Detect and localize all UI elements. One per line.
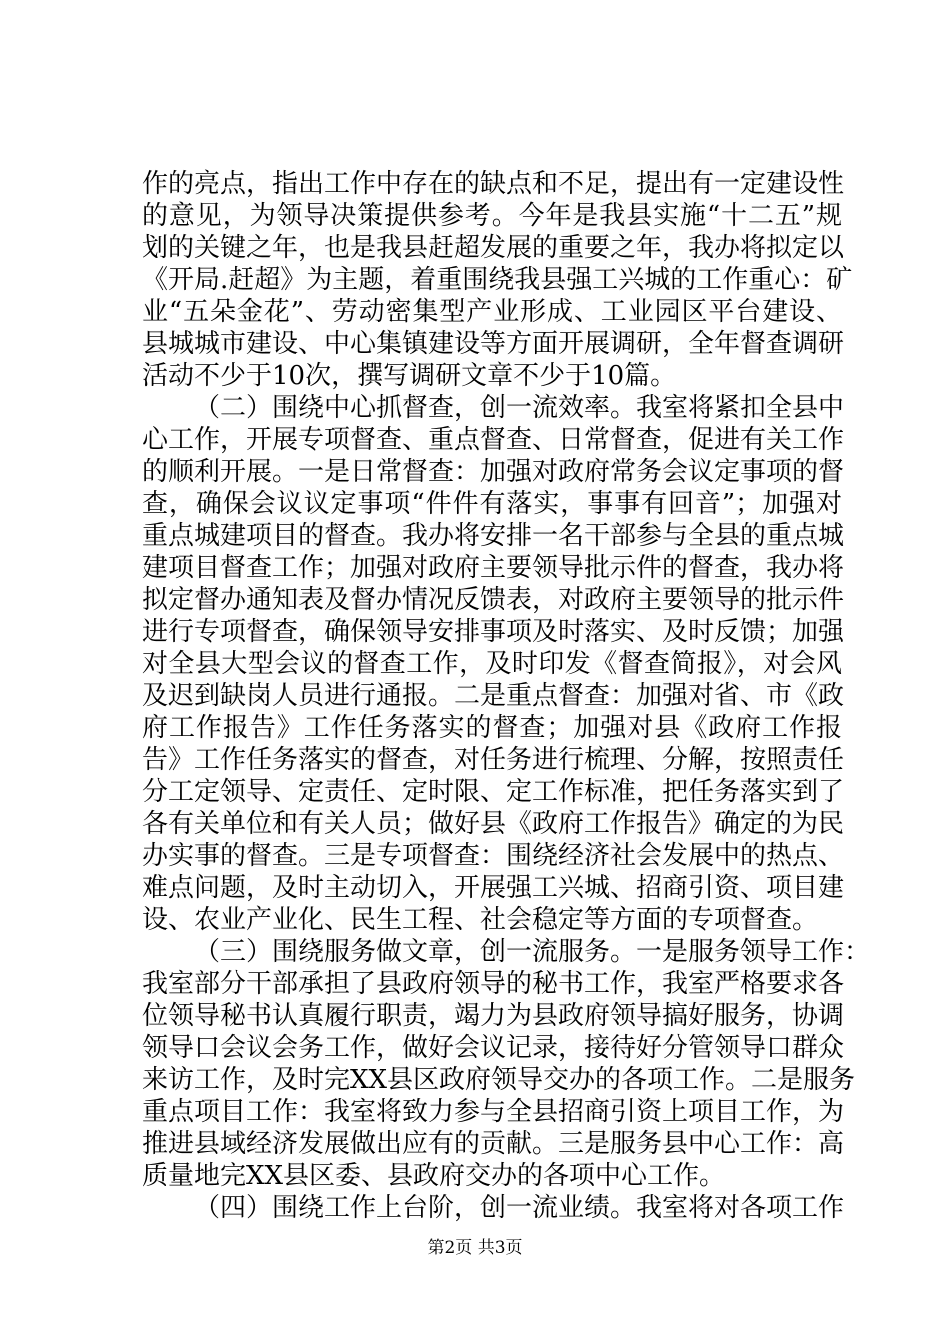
text-line: 业“五朵金花”、劳动密集型产业形成、工业园区平台建设、 — [142, 297, 842, 327]
text-line: 告》工作任务落实的督查，对任务进行梳理、分解，按照责任 — [142, 745, 845, 775]
text-line: 建项目督查工作；加强对政府主要领导批示件的督查，我办将 — [142, 553, 845, 583]
text-line: 推进县域经济发展做出应有的贡献。三是服务县中心工作：高 — [142, 1129, 845, 1159]
text-line: 来访工作，及时完XX县区政府领导交办的各项工作。二是服务 — [142, 1065, 856, 1095]
text-line: 心工作，开展专项督查、重点督查、日常督查，促进有关工作 — [142, 425, 845, 455]
text-line: 领导口会议会务工作，做好会议记录，接待好分管领导口群众 — [142, 1033, 845, 1063]
text-line: 难点问题，及时主动切入，开展强工兴城、招商引资、项目建 — [142, 873, 845, 903]
text-line: 各有关单位和有关人员；做好县《政府工作报告》确定的为民 — [142, 809, 845, 839]
text-line: 我室部分干部承担了县政府领导的秘书工作，我室严格要求各 — [142, 969, 845, 999]
text-line: 重点城建项目的督查。我办将安排一名干部参与全县的重点城 — [142, 521, 845, 551]
text-line: 府工作报告》工作任务落实的督查；加强对县《政府工作报 — [142, 713, 842, 743]
text-line: 的顺利开展。一是日常督查：加强对政府常务会议定事项的督 — [142, 457, 845, 487]
paragraph-start-line: （四）围绕工作上台阶，创一流业绩。我室将对各项工作 — [194, 1193, 845, 1223]
text-line: 查，确保会议议定事项“件件有落实，事事有回音”；加强对 — [142, 489, 842, 519]
text-line: 划的关键之年，也是我县赶超发展的重要之年，我办将拟定以 — [142, 233, 845, 263]
text-line: 拟定督办通知表及督办情况反馈表，对政府主要领导的批示件 — [142, 585, 845, 615]
text-line: 质量地完XX县区委、县政府交办的各项中心工作。 — [142, 1161, 726, 1191]
text-line: 重点项目工作：我室将致力参与全县招商引资上项目工作，为 — [142, 1097, 845, 1127]
text-line: 活动不少于10次，撰写调研文章不少于10篇。 — [142, 361, 677, 391]
text-line: 进行专项督查，确保领导安排事项及时落实、及时反馈；加强 — [142, 617, 845, 647]
document-body — [142, 168, 871, 1224]
paragraph-start-line: （三）围绕服务做文章，创一流服务。一是服务领导工作： — [194, 937, 871, 967]
page-footer: 第2页 共3页 — [427, 1238, 523, 1258]
text-line: 位领导秘书认真履行职责，竭力为县政府领导搞好服务，协调 — [142, 1001, 845, 1031]
text-line: 办实事的督查。三是专项督查：围绕经济社会发展中的热点、 — [142, 841, 845, 871]
text-line: 《开局.赶超》为主题，着重围绕我县强工兴城的工作重心：矿 — [142, 265, 853, 295]
text-line: 的意见，为领导决策提供参考。今年是我县实施“十二五”规 — [142, 201, 842, 231]
text-line: 对全县大型会议的督查工作，及时印发《督查简报》，对会风 — [142, 649, 842, 679]
text-line: 分工定领导、定责任、定时限、定工作标准，把任务落实到了 — [142, 777, 845, 807]
text-line: 县城城市建设、中心集镇建设等方面开展调研，全年督查调研 — [142, 329, 845, 359]
text-line: 设、农业产业化、民生工程、社会稳定等方面的专项督查。 — [142, 905, 819, 935]
paragraph-start-line: （二）围绕中心抓督查，创一流效率。我室将紧扣全县中 — [194, 393, 845, 423]
text-line: 作的亮点，指出工作中存在的缺点和不足，提出有一定建设性 — [142, 169, 845, 199]
text-line: 及迟到缺岗人员进行通报。二是重点督查：加强对省、市《政 — [142, 681, 845, 711]
